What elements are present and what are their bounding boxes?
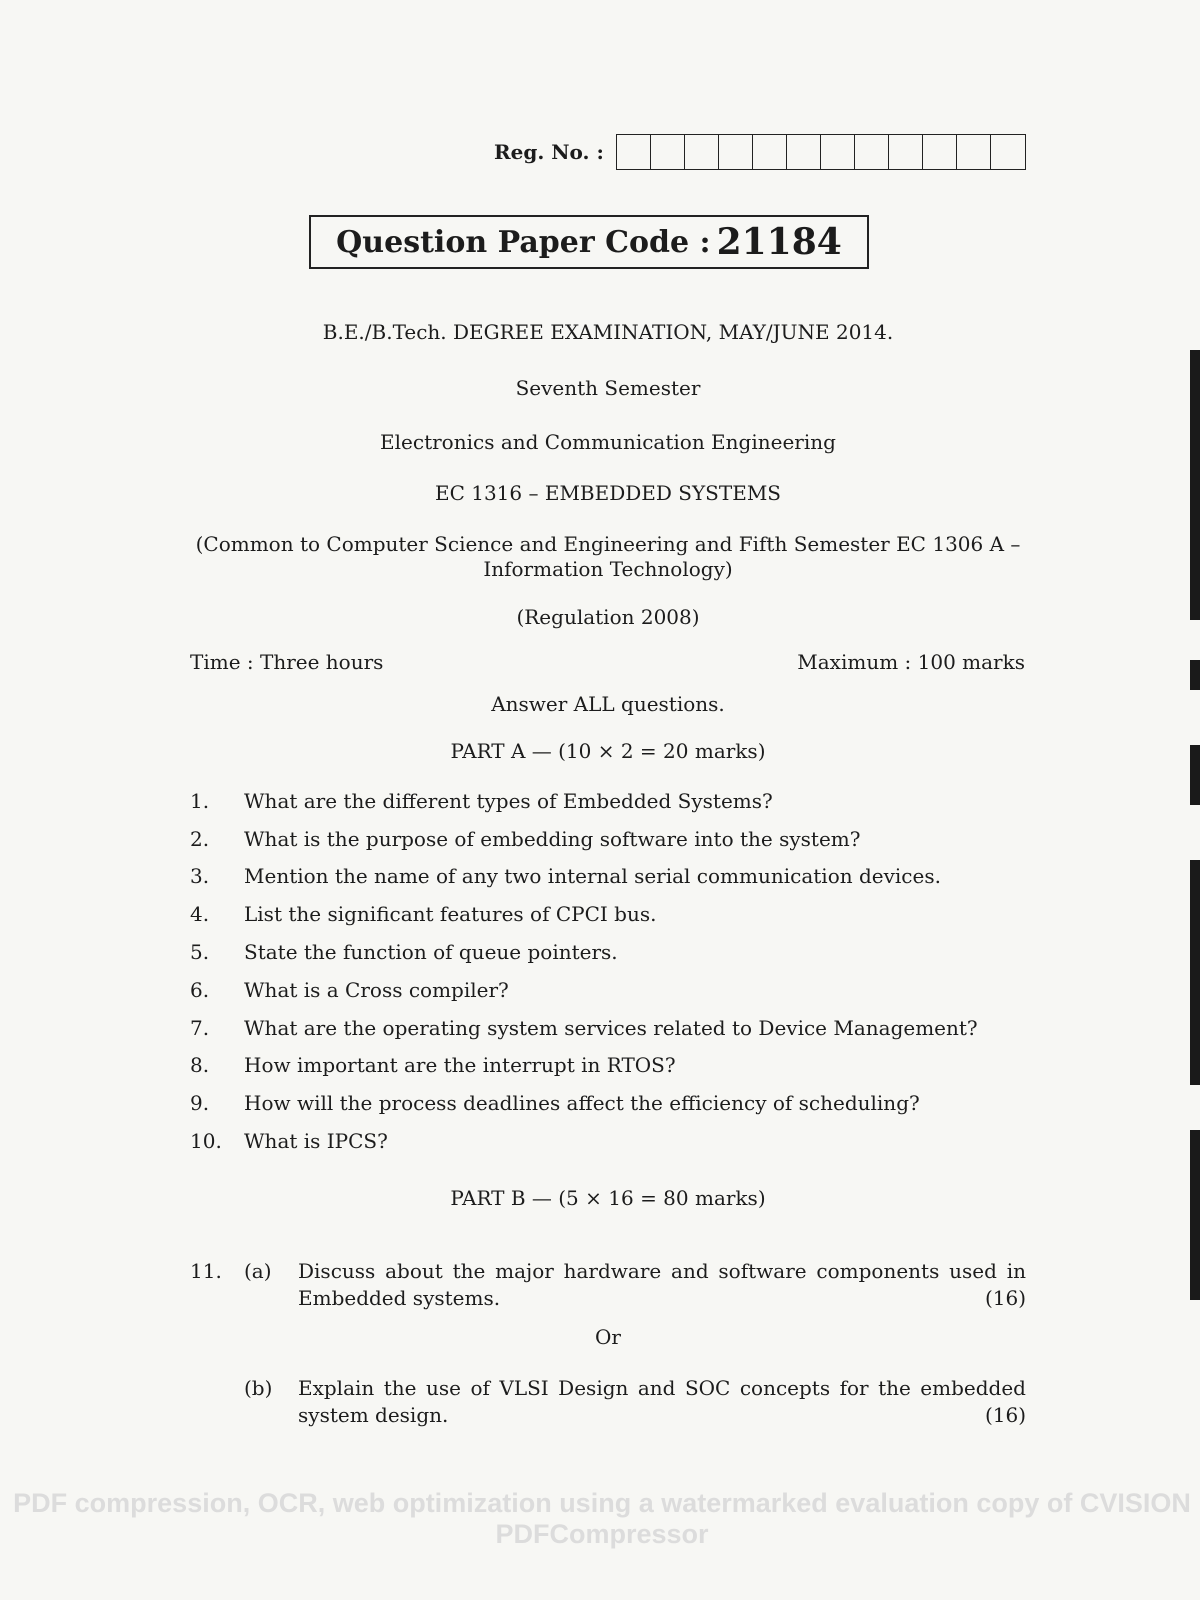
qpc-code: 21184 xyxy=(716,221,842,263)
reg-number-digit-box xyxy=(957,135,991,169)
question-text: What are the operating system services related to Device Management? xyxy=(244,1015,978,1040)
scan-edge-bar xyxy=(1190,860,1200,1085)
question-number: 1. xyxy=(190,788,210,813)
question-number: 9. xyxy=(190,1091,210,1116)
question-row xyxy=(190,782,1030,820)
regulation: (Regulation 2008) xyxy=(516,605,700,629)
question-text: Explain the use of VLSI Design and SOC concepts for the embedded system design. xyxy=(298,1376,1026,1427)
question-text: State the function of queue pointers. xyxy=(244,940,618,965)
question-number: 5. xyxy=(190,940,210,965)
scan-edge-bar xyxy=(1190,1130,1200,1300)
question-11b xyxy=(190,1375,1026,1429)
question-row xyxy=(190,971,1030,1009)
question-row xyxy=(190,1009,1030,1047)
question-row xyxy=(190,1084,1030,1122)
reg-number-digit-box xyxy=(617,135,651,169)
question-text: What is the purpose of embedding software into the system? xyxy=(244,826,861,851)
reg-number-digit-box xyxy=(787,135,821,169)
question-text: Discuss about the major hardware and software components used in Embedded systems. xyxy=(298,1259,1026,1310)
reg-number-boxes xyxy=(616,134,1026,170)
question-row xyxy=(190,1122,1030,1160)
reg-number-digit-box xyxy=(855,135,889,169)
reg-number-digit-box xyxy=(651,135,685,169)
question-number: 8. xyxy=(190,1053,210,1078)
reg-number-digit-box xyxy=(719,135,753,169)
reg-number-digit-box xyxy=(753,135,787,169)
question-marks: (16) xyxy=(984,1403,1026,1427)
scan-edge-bar xyxy=(1190,745,1200,805)
exam-title: B.E./B.Tech. DEGREE EXAMINATION, MAY/JUNE 2014. xyxy=(322,320,894,344)
question-number: 3. xyxy=(190,864,210,889)
part-a-question-list xyxy=(190,782,1030,1160)
common-note-line1: (Common to Computer Science and Engineering and Fifth Semester EC 1306 A – xyxy=(195,532,1021,556)
semester: Seventh Semester xyxy=(515,376,701,400)
scan-edge-bar xyxy=(1190,350,1200,620)
reg-number-label: Reg. No. : xyxy=(494,140,604,164)
reg-number-digit-box xyxy=(685,135,719,169)
question-row xyxy=(190,895,1030,933)
question-number: 4. xyxy=(190,902,210,927)
course-title: EC 1316 – EMBEDDED SYSTEMS xyxy=(434,481,782,505)
department: Electronics and Communication Engineering xyxy=(380,430,836,454)
time-allowed: Time : Three hours xyxy=(190,650,384,674)
question-row xyxy=(190,1047,1030,1085)
question-paper-code-box xyxy=(309,215,869,269)
question-number: 11. xyxy=(190,1259,222,1283)
question-number: 10. xyxy=(190,1129,222,1154)
sub-question-label: (a) xyxy=(244,1259,272,1283)
question-marks: (16) xyxy=(984,1286,1026,1310)
question-row xyxy=(190,858,1030,896)
question-text: How important are the interrupt in RTOS? xyxy=(244,1053,676,1078)
reg-number-field xyxy=(494,133,1026,171)
sub-question-label: (b) xyxy=(244,1376,273,1400)
question-number: 7. xyxy=(190,1015,210,1040)
question-row xyxy=(190,820,1030,858)
reg-number-digit-box xyxy=(991,135,1025,169)
question-text: What is a Cross compiler? xyxy=(244,977,509,1002)
watermark-text: PDF compression, OCR, web optimization using a watermarked evaluation copy of CVISION PDFCompressor xyxy=(13,1488,1191,1549)
question-text: How will the process deadlines affect the efficiency of scheduling? xyxy=(244,1091,920,1116)
question-number: 6. xyxy=(190,977,210,1002)
question-number: 2. xyxy=(190,826,210,851)
common-note-line2: Information Technology) xyxy=(483,557,733,581)
question-11a xyxy=(190,1258,1026,1312)
scan-edge-marks xyxy=(1188,350,1200,1600)
reg-number-digit-box xyxy=(923,135,957,169)
question-text: What are the different types of Embedded Systems? xyxy=(244,788,773,813)
instruction: Answer ALL questions. xyxy=(491,692,725,716)
question-text: Mention the name of any two internal serial communication devices. xyxy=(244,864,941,889)
or-separator: Or xyxy=(595,1325,621,1349)
question-row xyxy=(190,933,1030,971)
question-text: List the significant features of CPCI bus. xyxy=(244,902,657,927)
part-a-heading: PART A — (10 × 2 = 20 marks) xyxy=(450,739,766,763)
max-marks: Maximum : 100 marks xyxy=(797,650,1025,674)
qpc-label: Question Paper Code : xyxy=(336,224,711,260)
reg-number-digit-box xyxy=(889,135,923,169)
reg-number-digit-box xyxy=(821,135,855,169)
part-b-heading: PART B — (5 × 16 = 80 marks) xyxy=(450,1186,766,1210)
scan-edge-bar xyxy=(1190,660,1200,690)
question-text: What is IPCS? xyxy=(244,1129,388,1154)
